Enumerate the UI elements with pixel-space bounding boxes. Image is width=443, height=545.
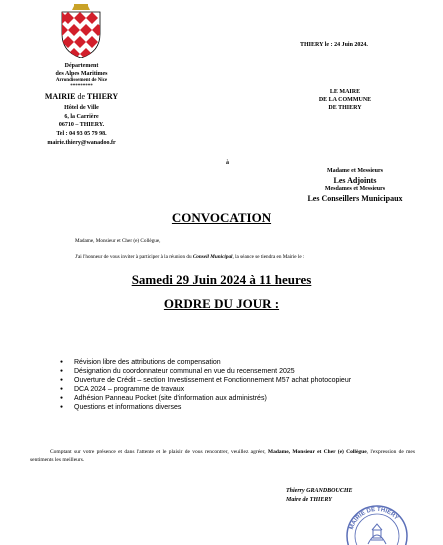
issuer-line-1: LE MAIRE xyxy=(329,89,361,95)
recipient-line-3: Mesdames et Messieurs xyxy=(324,186,386,192)
mairie-prefix: MAIRIE xyxy=(44,92,76,101)
agenda-item: ● Révision libre des attributions de compensation xyxy=(60,358,351,367)
stars-divider: ********* xyxy=(70,84,93,89)
address-line-2: 06710 – THIERY. xyxy=(58,122,105,128)
phone: Tel : 04 93 05 79 98. xyxy=(56,131,107,137)
agenda-item: ● Désignation du coordonnateur communal en vue du recensement 2025 xyxy=(60,367,351,376)
meeting-date: Samedi 29 Juin 2024 à 11 heures xyxy=(131,272,312,287)
issuer-line-3: DE THIERY xyxy=(328,105,362,111)
intro-emphasis: Conseil Municipal xyxy=(192,254,233,260)
recipient-line-4: Les Conseillers Municipaux xyxy=(307,194,403,203)
hotel-de-ville: Hôtel de Ville xyxy=(64,105,99,111)
department-label: Département xyxy=(64,63,99,69)
closing-emphasis: Madame, Monsieur et Cher (e) Collègue xyxy=(267,449,367,455)
agenda-item: ● Ouverture de Crédit – section Investissement et Fonctionnement M57 achat photocopieur xyxy=(60,376,351,385)
stamp-text: MAIRIE DE THIERY xyxy=(348,506,400,531)
page-title: CONVOCATION xyxy=(171,210,272,225)
recipient-line-1: Madame et Messieurs xyxy=(327,168,383,174)
intro-part-1: J'ai l'honneur de vous inviter à participer à la réunion du xyxy=(75,254,193,260)
department-name: des Alpes Maritimes xyxy=(55,71,108,77)
agenda-item: ● Adhésion Panneau Pocket (site d'information aux administrés) xyxy=(60,394,351,403)
place-date: THIERY le : 24 Juin 2024. xyxy=(300,42,368,48)
intro-paragraph xyxy=(75,254,304,261)
signature-name: Thierry GRANDBOUCHE xyxy=(286,488,353,494)
arrondissement: Arrondissement de Nice xyxy=(55,78,108,83)
intro-part-2: , la séance se tiendra en Mairie le : xyxy=(232,254,305,260)
agenda-list xyxy=(60,358,351,412)
signature-title: Maire de THIERY xyxy=(286,497,332,503)
closing-part-2: , l'expression de mes sentiments les meilleurs. xyxy=(30,449,415,463)
a-mark: à xyxy=(226,160,229,166)
closing-paragraph xyxy=(30,448,415,464)
coat-of-arms-icon xyxy=(58,4,104,58)
recipient-line-2: Les Adjoints xyxy=(333,176,377,185)
issuer-line-2: DE LA COMMUNE xyxy=(318,97,372,103)
salutation: Madame, Monsieur et Cher (e) Collègue, xyxy=(75,238,161,244)
agenda-item: ● DCA 2024 – programme de travaux xyxy=(60,385,351,394)
agenda-item: ● Questions et informations diverses xyxy=(60,403,351,412)
official-stamp-icon xyxy=(342,496,412,545)
address-line-1: 6, la Carrière xyxy=(64,114,99,120)
mairie-de: de xyxy=(77,92,86,101)
email: mairie.thiery@wanadoo.fr xyxy=(47,140,116,146)
agenda-title: ORDRE DU JOUR : xyxy=(163,296,280,311)
mairie-heading xyxy=(0,92,163,102)
mairie-name: THIERY xyxy=(86,92,119,101)
closing-part-1: Comptant sur votre présence et dans l'attente et le plaisir de vous rencontrer, veuillez agréer, xyxy=(50,449,268,455)
